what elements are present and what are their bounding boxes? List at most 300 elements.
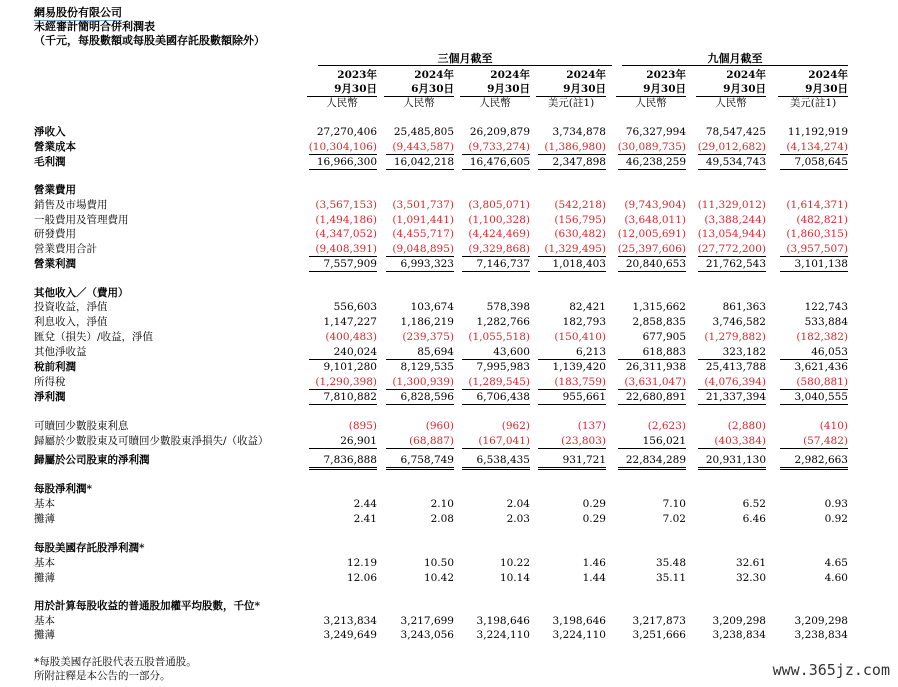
company-name: 網易股份有限公司	[34, 6, 122, 19]
row-value: 7.02	[662, 513, 686, 525]
single-rule	[386, 154, 454, 155]
table-row	[34, 315, 854, 329]
table-row	[34, 512, 854, 526]
row-label: 其他收入／（費用）	[34, 287, 129, 299]
row-value: 6,538,435	[476, 454, 530, 466]
row-value: 0.29	[582, 498, 606, 510]
row-value: (630,482)	[554, 228, 606, 240]
table-row	[34, 227, 854, 241]
row-label: 歸屬於少數股東及可贖回少數股東淨損失/（收益）	[34, 435, 269, 447]
single-rule	[462, 359, 530, 360]
row-value: (400,483)	[325, 331, 377, 343]
column-year: 2023年	[337, 69, 377, 81]
table-row	[34, 453, 854, 467]
double-rule	[462, 467, 530, 470]
single-rule	[309, 359, 377, 360]
row-value: 32.30	[735, 572, 766, 584]
row-value: 3,224,110	[476, 629, 530, 641]
row-value: (4,076,394)	[704, 376, 766, 388]
row-label: 每股淨利潤*	[34, 483, 92, 495]
row-value: (9,329,868)	[468, 243, 530, 255]
row-value: 861,363	[722, 301, 766, 313]
row-value: (3,648,011)	[624, 214, 686, 226]
table-row	[34, 541, 854, 555]
row-value: (1,100,328)	[468, 214, 530, 226]
row-label: 投資收益，淨值	[34, 301, 108, 313]
single-rule	[618, 389, 686, 390]
single-rule	[780, 448, 848, 449]
column-date: 9月30日	[563, 83, 606, 95]
row-value: (29,012,682)	[697, 141, 766, 153]
double-rule	[780, 467, 848, 470]
row-value: (137)	[577, 420, 606, 432]
column-date: 9月30日	[805, 83, 848, 95]
row-value: 9,101,280	[323, 361, 377, 373]
row-value: 0.93	[824, 498, 848, 510]
row-value: 1.46	[582, 557, 606, 569]
single-rule	[309, 448, 377, 449]
table-row	[34, 599, 854, 613]
row-label: 每股美國存託股淨利潤*	[34, 542, 145, 554]
row-value: (3,631,047)	[624, 376, 686, 388]
row-label: 基本	[34, 498, 55, 510]
column-currency: 美元(註1)	[536, 96, 606, 109]
row-value: (403,384)	[714, 435, 766, 447]
column-year: 2024年	[566, 69, 606, 81]
table-row	[34, 257, 854, 271]
single-rule	[386, 359, 454, 360]
row-value: (183,759)	[554, 376, 606, 388]
single-rule	[780, 359, 848, 360]
row-label: 營業成本	[34, 141, 76, 153]
row-value: (1,300,939)	[392, 376, 454, 388]
row-value: 7,995,983	[476, 361, 530, 373]
row-value: (1,329,495)	[544, 243, 606, 255]
column-date: 9月30日	[723, 83, 766, 95]
single-rule	[386, 448, 454, 449]
single-rule	[309, 389, 377, 390]
row-value: (57,482)	[803, 435, 848, 447]
column-date: 9月30日	[643, 83, 686, 95]
row-value: (4,134,274)	[786, 141, 848, 153]
row-value: (482,821)	[796, 214, 848, 226]
row-value: 3,040,555	[794, 391, 848, 403]
row-value: (13,054,944)	[697, 228, 766, 240]
row-label: 基本	[34, 615, 55, 627]
row-value: 6,213	[575, 346, 606, 358]
table-row	[34, 345, 854, 359]
row-value: 3,251,666	[632, 629, 686, 641]
row-label: 攤薄	[34, 513, 55, 525]
single-rule	[698, 389, 766, 390]
row-value: 2.03	[506, 513, 530, 525]
group-three-months: 三個月截至	[318, 52, 612, 66]
single-rule	[462, 389, 530, 390]
single-rule	[698, 154, 766, 155]
row-value: 20,931,130	[705, 454, 766, 466]
single-rule	[618, 359, 686, 360]
table-row	[34, 556, 854, 570]
row-value: 16,966,300	[316, 156, 377, 168]
row-label: 營業費用	[34, 184, 76, 196]
column-currency: 人民幣	[460, 96, 530, 109]
table-row	[34, 330, 854, 344]
row-value: (580,881)	[796, 376, 848, 388]
row-value: 20,840,653	[625, 258, 686, 270]
table-row	[34, 419, 854, 433]
row-value: 21,337,394	[705, 391, 766, 403]
row-value: 21,762,543	[705, 258, 766, 270]
row-value: (4,455,717)	[392, 228, 454, 240]
row-value: 78,547,425	[705, 126, 766, 138]
row-label: 所得稅	[34, 376, 66, 388]
table-row	[34, 300, 854, 314]
row-label: 淨收入	[34, 126, 66, 138]
row-value: 26,209,879	[469, 126, 530, 138]
table-row	[34, 614, 854, 628]
double-rule	[538, 467, 606, 470]
row-value: 1,186,219	[400, 316, 454, 328]
row-value: (1,279,882)	[704, 331, 766, 343]
row-value: 1,315,662	[632, 301, 686, 313]
table-row	[34, 242, 854, 256]
table-row	[34, 155, 854, 169]
single-rule	[386, 169, 454, 170]
row-value: (2,880)	[727, 420, 766, 432]
row-value: 0.92	[824, 513, 848, 525]
column-currency: 人民幣	[307, 96, 377, 109]
single-rule	[618, 448, 686, 449]
single-rule	[780, 256, 848, 257]
units-note: （千元，每股數額或每股美國存託股數額除外）	[34, 34, 265, 47]
row-value: (1,289,545)	[468, 376, 530, 388]
table-row	[34, 125, 854, 139]
single-rule	[462, 404, 530, 405]
single-rule	[309, 154, 377, 155]
row-label: 利息收入，淨值	[34, 316, 108, 328]
row-value: 3,213,834	[323, 615, 377, 627]
column-date: 6月30日	[411, 83, 454, 95]
row-value: 103,674	[410, 301, 454, 313]
row-value: 22,834,289	[625, 454, 686, 466]
row-value: 12.06	[346, 572, 377, 584]
row-value: 578,398	[486, 301, 530, 313]
single-rule	[618, 404, 686, 405]
row-label: 營業利潤	[34, 258, 76, 270]
table-row	[34, 198, 854, 212]
column-currency: 人民幣	[696, 96, 766, 109]
row-value: 8,129,535	[400, 361, 454, 373]
row-value: (4,424,469)	[468, 228, 530, 240]
row-value: 3,243,056	[400, 629, 454, 641]
row-value: (3,805,071)	[468, 199, 530, 211]
row-value: (10,304,106)	[308, 141, 377, 153]
row-value: (3,957,507)	[786, 243, 848, 255]
single-rule	[386, 389, 454, 390]
row-value: 4.65	[824, 557, 848, 569]
column-year: 2024年	[490, 69, 530, 81]
single-rule	[698, 271, 766, 272]
row-value: (25,397,606)	[617, 243, 686, 255]
single-rule	[462, 256, 530, 257]
row-value: 3,224,110	[552, 629, 606, 641]
row-value: 27,270,406	[316, 126, 377, 138]
row-value: 1.44	[582, 572, 606, 584]
row-value: (12,005,691)	[617, 228, 686, 240]
row-value: 46,238,259	[625, 156, 686, 168]
row-value: (542,218)	[554, 199, 606, 211]
column-currency: 美元(註1)	[778, 96, 848, 109]
row-value: (156,795)	[554, 214, 606, 226]
column-year: 2024年	[726, 69, 766, 81]
row-value: 4.60	[824, 572, 848, 584]
row-value: 25,413,788	[705, 361, 766, 373]
table-row	[34, 213, 854, 227]
table-row	[34, 375, 854, 389]
row-label: 攤薄	[34, 572, 55, 584]
row-label: 淨利潤	[34, 391, 66, 403]
table-row	[34, 390, 854, 404]
row-value: 10.42	[423, 572, 454, 584]
row-value: (9,443,587)	[392, 141, 454, 153]
row-value: 43,600	[493, 346, 530, 358]
single-rule	[309, 169, 377, 170]
row-value: 0.29	[582, 513, 606, 525]
row-label: 用於計算每股收益的普通股加權平均股數，千位*	[34, 600, 260, 612]
row-value: 556,603	[333, 301, 377, 313]
row-value: 11,192,919	[787, 126, 848, 138]
row-value: (9,733,274)	[468, 141, 530, 153]
row-value: 7,146,737	[476, 258, 530, 270]
row-value: (239,375)	[402, 331, 454, 343]
single-rule	[698, 404, 766, 405]
table-row	[34, 360, 854, 374]
footnote: *每股美國存託股代表五股普通股。	[34, 656, 197, 668]
row-value: 122,743	[804, 301, 848, 313]
single-rule	[386, 404, 454, 405]
group-nine-months: 九個月截至	[622, 52, 848, 66]
row-value: 6,828,596	[400, 391, 454, 403]
row-value: 240,024	[333, 346, 377, 358]
single-rule	[618, 256, 686, 257]
column-year: 2023年	[646, 69, 686, 81]
row-label: 其他淨收益	[34, 346, 87, 358]
row-value: 22,680,891	[625, 391, 686, 403]
single-rule	[309, 271, 377, 272]
row-value: (3,388,244)	[704, 214, 766, 226]
single-rule	[462, 154, 530, 155]
row-value: (962)	[501, 420, 530, 432]
row-value: (2,623)	[647, 420, 686, 432]
row-label: 營業費用合計	[34, 243, 97, 255]
row-value: (9,048,895)	[392, 243, 454, 255]
row-value: 76,327,994	[625, 126, 686, 138]
row-value: (1,860,315)	[786, 228, 848, 240]
single-rule	[386, 256, 454, 257]
row-value: (1,494,186)	[315, 214, 377, 226]
row-value: 7.10	[662, 498, 686, 510]
row-value: 85,694	[417, 346, 454, 358]
single-rule	[698, 256, 766, 257]
row-value: (3,501,737)	[392, 199, 454, 211]
row-value: (3,567,153)	[315, 199, 377, 211]
row-value: 35.11	[655, 572, 686, 584]
table-row	[34, 628, 854, 642]
row-label: 一般費用及管理費用	[34, 214, 129, 226]
row-value: (1,055,518)	[468, 331, 530, 343]
row-value: 46,053	[811, 346, 848, 358]
footnote: 所附註釋是本公告的一部分。	[34, 670, 171, 682]
single-rule	[538, 404, 606, 405]
table-row	[34, 482, 854, 496]
row-value: 7,836,888	[323, 454, 377, 466]
row-value: 3,101,138	[794, 258, 848, 270]
row-value: (4,347,052)	[315, 228, 377, 240]
row-value: 533,884	[804, 316, 848, 328]
row-value: 2.44	[353, 498, 377, 510]
table-row	[34, 497, 854, 511]
row-value: 7,058,645	[794, 156, 848, 168]
row-value: (410)	[819, 420, 848, 432]
row-label: 可贖回少數股東利息	[34, 420, 129, 432]
row-value: 12.19	[346, 557, 377, 569]
single-rule	[618, 271, 686, 272]
row-value: (182,382)	[796, 331, 848, 343]
row-value: 16,042,218	[393, 156, 454, 168]
row-value: 7,557,909	[323, 258, 377, 270]
row-value: 16,476,605	[469, 156, 530, 168]
single-rule	[698, 448, 766, 449]
row-value: 2.10	[430, 498, 454, 510]
row-value: 3,198,646	[476, 615, 530, 627]
single-rule	[309, 404, 377, 405]
row-value: 10.22	[499, 557, 530, 569]
single-rule	[538, 154, 606, 155]
single-rule	[618, 169, 686, 170]
row-value: 32.61	[735, 557, 766, 569]
row-value: 2.41	[353, 513, 377, 525]
row-value: (150,410)	[554, 331, 606, 343]
table-row	[34, 140, 854, 154]
row-value: 26,311,938	[625, 361, 686, 373]
row-label: 研發費用	[34, 228, 76, 240]
single-rule	[698, 169, 766, 170]
row-label: 攤薄	[34, 629, 55, 641]
column-year: 2024年	[808, 69, 848, 81]
row-value: (9,408,391)	[315, 243, 377, 255]
single-rule	[462, 271, 530, 272]
column-currency: 人民幣	[616, 96, 686, 109]
single-rule	[780, 169, 848, 170]
row-value: 323,182	[722, 346, 766, 358]
row-label: 稅前利潤	[34, 361, 76, 373]
single-rule	[538, 389, 606, 390]
row-value: 3,734,878	[552, 126, 606, 138]
row-value: 3,238,834	[712, 629, 766, 641]
row-value: (27,772,200)	[697, 243, 766, 255]
row-value: 3,238,834	[794, 629, 848, 641]
row-value: 2.08	[430, 513, 454, 525]
row-value: (895)	[348, 420, 377, 432]
row-value: 3,209,298	[712, 615, 766, 627]
single-rule	[386, 271, 454, 272]
row-value: 3,209,298	[794, 615, 848, 627]
row-value: (1,091,441)	[392, 214, 454, 226]
row-label: 毛利潤	[34, 156, 66, 168]
single-rule	[538, 448, 606, 449]
row-value: 26,901	[340, 435, 377, 447]
row-value: 1,282,766	[476, 316, 530, 328]
row-label: 基本	[34, 557, 55, 569]
double-rule	[618, 467, 686, 470]
row-value: 618,883	[642, 346, 686, 358]
row-value: 10.14	[499, 572, 530, 584]
column-date: 9月30日	[334, 83, 377, 95]
watermark: www.365jz.com	[772, 661, 890, 679]
double-rule	[309, 467, 377, 470]
double-rule	[698, 467, 766, 470]
row-value: 1,139,420	[552, 361, 606, 373]
column-date: 9月30日	[487, 83, 530, 95]
row-value: 156,021	[642, 435, 686, 447]
row-value: 10.50	[423, 557, 454, 569]
row-value: (1,290,398)	[315, 376, 377, 388]
row-value: 1,147,227	[323, 316, 377, 328]
row-value: 3,621,436	[794, 361, 848, 373]
row-value: 82,421	[569, 301, 606, 313]
table-row	[34, 571, 854, 585]
row-value: 35.48	[655, 557, 686, 569]
single-rule	[618, 154, 686, 155]
row-label: 歸屬於公司股東的淨利潤	[34, 454, 150, 466]
row-value: 6,758,749	[400, 454, 454, 466]
row-value: 182,793	[562, 316, 606, 328]
row-value: (1,386,980)	[544, 141, 606, 153]
row-value: (167,041)	[478, 435, 530, 447]
row-value: (30,089,735)	[617, 141, 686, 153]
row-value: 2,982,663	[794, 454, 848, 466]
single-rule	[538, 271, 606, 272]
row-value: 3,746,582	[712, 316, 766, 328]
row-value: 6,993,323	[400, 258, 454, 270]
single-rule	[538, 169, 606, 170]
row-value: 2,858,835	[632, 316, 686, 328]
row-value: 1,018,403	[552, 258, 606, 270]
row-value: 955,661	[562, 391, 606, 403]
row-value: 49,534,743	[705, 156, 766, 168]
double-rule	[386, 467, 454, 470]
row-value: 3,198,646	[552, 615, 606, 627]
row-label: 匯兌（損失）/收益，淨值	[34, 331, 154, 343]
single-rule	[780, 271, 848, 272]
single-rule	[538, 256, 606, 257]
row-value: 7,810,882	[323, 391, 377, 403]
row-value: (68,887)	[409, 435, 454, 447]
row-value: 6.52	[742, 498, 766, 510]
row-value: 931,721	[562, 454, 606, 466]
statement-title: 未經審計簡明合併利潤表	[34, 20, 155, 33]
table-row	[34, 286, 854, 300]
row-value: (23,803)	[561, 435, 606, 447]
row-value: 2,347,898	[552, 156, 606, 168]
row-value: 2.04	[506, 498, 530, 510]
row-value: (1,614,371)	[786, 199, 848, 211]
table-row	[34, 183, 854, 197]
single-rule	[462, 169, 530, 170]
single-rule	[780, 404, 848, 405]
row-value: 6.46	[742, 513, 766, 525]
row-value: 3,217,873	[632, 615, 686, 627]
